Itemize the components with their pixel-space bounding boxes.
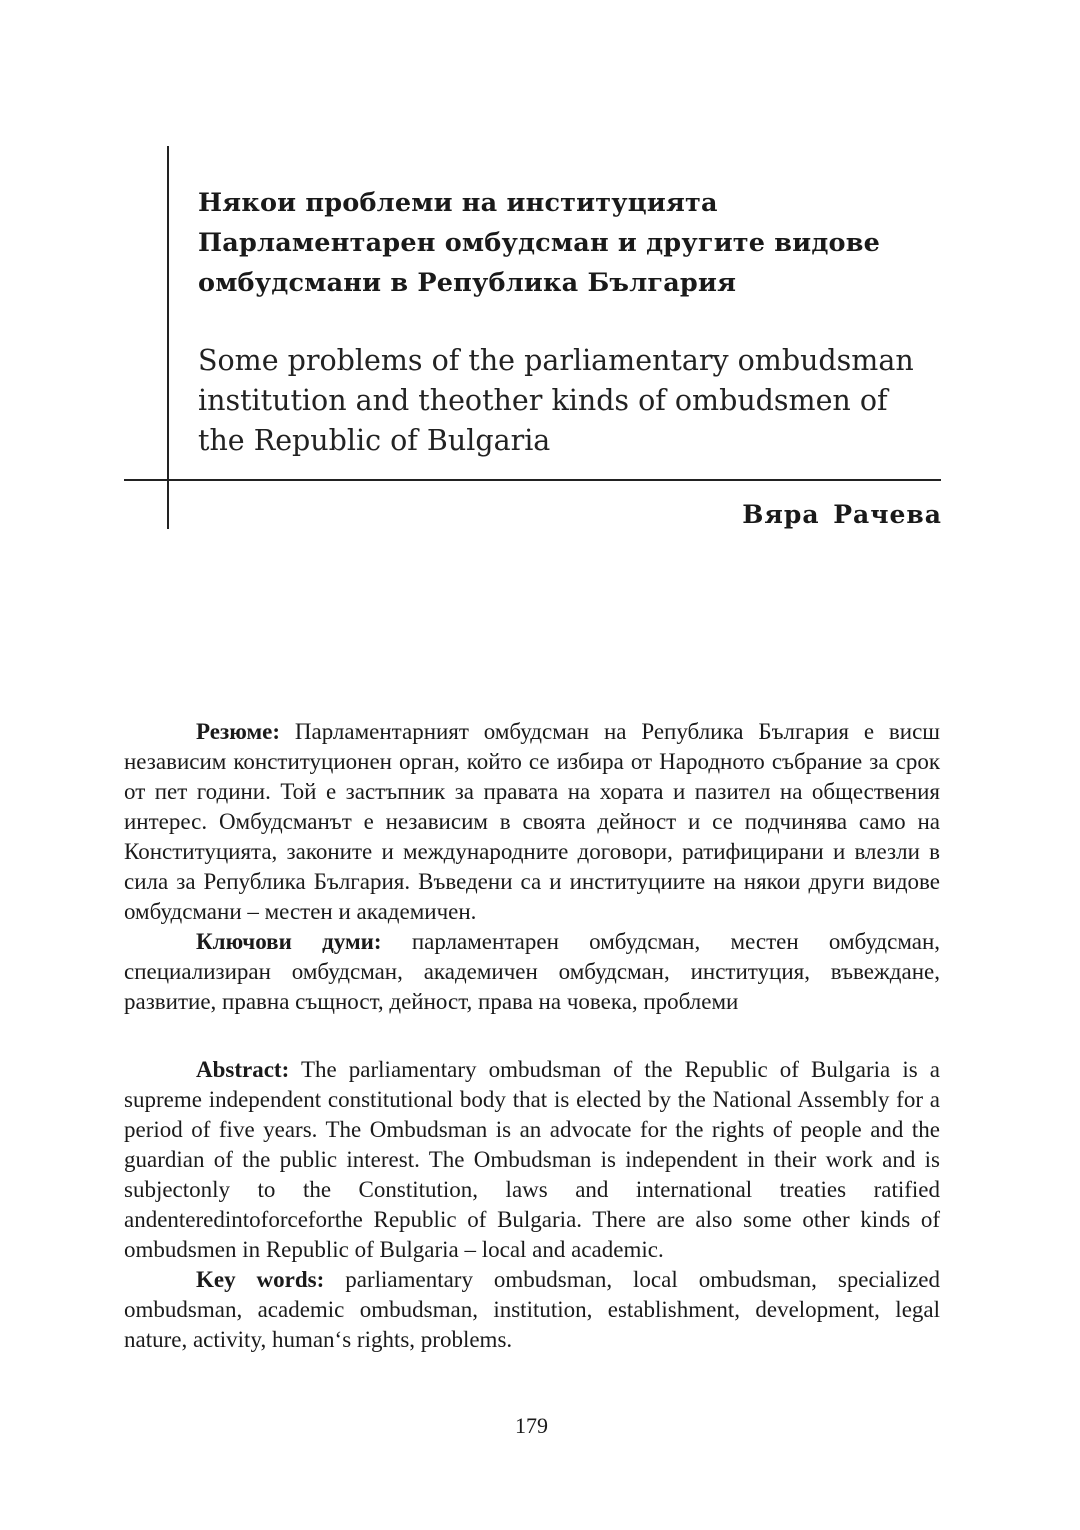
keywords-bg-text: парламентарен омбудсман, местен омбудсман, специализиран омбудсман, академичен омбудсман, институция, въвеждане, развитие, правна същност, дейност, права на човека, проблеми: [124, 929, 941, 1014]
vertical-rule: [167, 146, 169, 529]
keywords-bg-label: Ключови думи:: [196, 929, 382, 954]
keywords-en-paragraph: [124, 1265, 940, 1355]
bulgarian-abstract-block: [124, 717, 940, 1017]
summary-paragraph: [124, 717, 940, 927]
abstract-text: The parliamentary ombudsman of the Republic of Bulgaria is a supreme independent constitutional body that is elected by the National Assembly for a period of five years. The Ombudsman is an advocate for the rights of people and the guardian of the public interest. The Ombudsman is independent in their work and is subjectonly to the Constitution, laws and international treaties ratified andenteredintoforceforthe Republic of Bulgaria. There are also some other kinds of ombudsmen in Republic of Bulgaria – local and academic.: [124, 1057, 940, 1262]
keywords-en-label: Key words:: [196, 1267, 325, 1292]
summary-text: Парламентарният омбудсман на Република България е висш независим конституционен орган, който се избира от Народното събрание за срок от пет години. Той е застъпник за правата на хората и пазител на обществения интерес. Омбудсманът е независим в своята дейност и се подчинява само на Конституцията, законите и международните договори, ратифицирани и влезли в сила за Република България. Въведени са и институциите на някои други видове омбудсмани – местен и академичен.: [124, 719, 940, 924]
title-bulgarian: Някои проблеми на институцията Парламентарен омбудсман и другите видове омбудсмани в Република България: [198, 188, 881, 298]
summary-label: Резюме:: [196, 719, 281, 744]
title-english: Some problems of the parliamentary ombudsman institution and theother kinds of ombudsmen of the Republic of Bulgaria: [198, 344, 914, 457]
keywords-en-text: parliamentary ombudsman, local ombudsman, specialized ombudsman, academic ombudsman, institution, establishment, development, legal nature, activity, human‘s rights, problems.: [124, 1267, 940, 1352]
page-number: 179: [515, 1413, 548, 1438]
author-name: Вяра Рачева: [742, 500, 942, 529]
keywords-bg-paragraph: [124, 927, 940, 1017]
horizontal-rule: [124, 479, 941, 481]
abstract-paragraph: [124, 1055, 940, 1265]
english-abstract-block: [124, 1055, 940, 1355]
abstract-label: Abstract:: [196, 1057, 290, 1082]
